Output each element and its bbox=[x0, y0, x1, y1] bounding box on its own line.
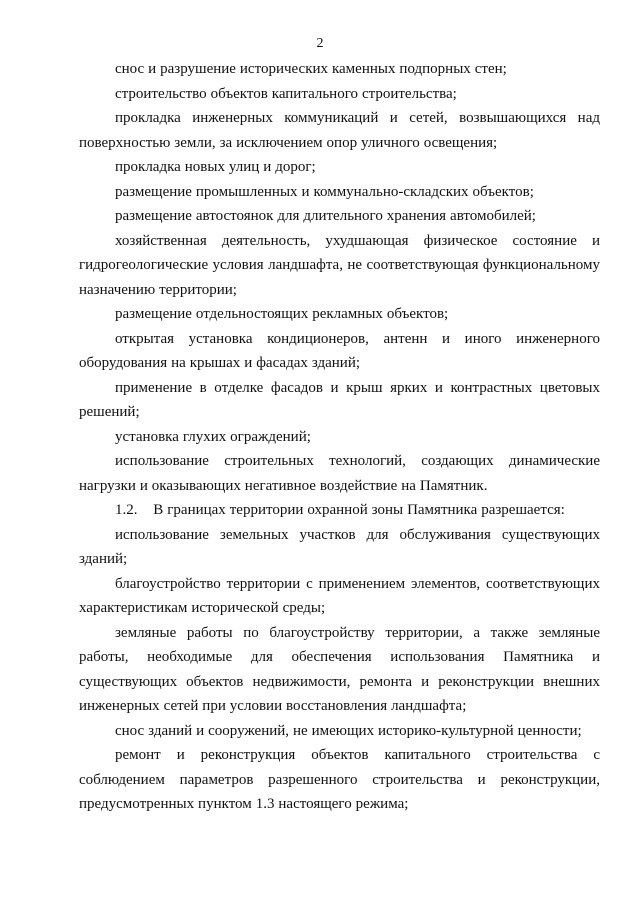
paragraph: установка глухих ограждений; bbox=[115, 428, 311, 445]
paragraph: земляные работы по благоустройству территории, а также земляные работы, необходимые для обеспечения использования Памятника и существующих объектов недвижимости, ремонта и реконструкции внешних инженерных сетей при условии восстановления ландшафта; bbox=[79, 624, 600, 714]
page-number: 2 bbox=[316, 36, 324, 51]
paragraph: прокладка новых улиц и дорог; bbox=[115, 159, 316, 175]
paragraph: хозяйственная деятельность, ухудшающая физическое состояние и гидрогеологические условия ландшафта, не соответствующая функциональному назначению территории; bbox=[79, 232, 600, 298]
paragraph: прокладка инженерных коммуникаций и сетей, возвышающихся над поверхностью земли, за исключением опор уличного освещения; bbox=[79, 110, 600, 151]
paragraph: применение в отделке фасадов и крыш ярких и контрастных цветовых решений; bbox=[79, 379, 600, 420]
paragraph: размещение промышленных и коммунально-складских объектов; bbox=[115, 183, 534, 200]
paragraph: размещение автостоянок для длительного хранения автомобилей; bbox=[115, 208, 536, 224]
document-body bbox=[79, 57, 600, 817]
paragraph: использование земельных участков для обслуживания существующих зданий; bbox=[79, 526, 600, 567]
paragraph: благоустройство территории с применением элементов, соответствующих характеристикам исторической среды; bbox=[79, 575, 600, 616]
paragraph: снос зданий и сооружений, не имеющих историко-культурной ценности; bbox=[115, 722, 582, 739]
section-heading-1-2: 1.2. В границах территории охранной зоны Памятника разрешается: bbox=[115, 502, 565, 518]
paragraph: строительство объектов капитального строительства; bbox=[115, 85, 457, 102]
paragraph: открытая установка кондиционеров, антенн и иного инженерного оборудования на крышах и фасадах зданий; bbox=[79, 330, 600, 371]
paragraph: использование строительных технологий, создающих динамические нагрузки и оказывающих негативное воздействие на Памятник. bbox=[79, 453, 600, 494]
paragraph: ремонт и реконструкция объектов капитального строительства с соблюдением параметров разрешенного строительства и реконструкции, предусмотренных пунктом 1.3 настоящего режима; bbox=[79, 747, 600, 812]
paragraph: размещение отдельностоящих рекламных объектов; bbox=[115, 306, 449, 322]
paragraph: снос и разрушение исторических каменных подпорных стен; bbox=[115, 61, 507, 77]
